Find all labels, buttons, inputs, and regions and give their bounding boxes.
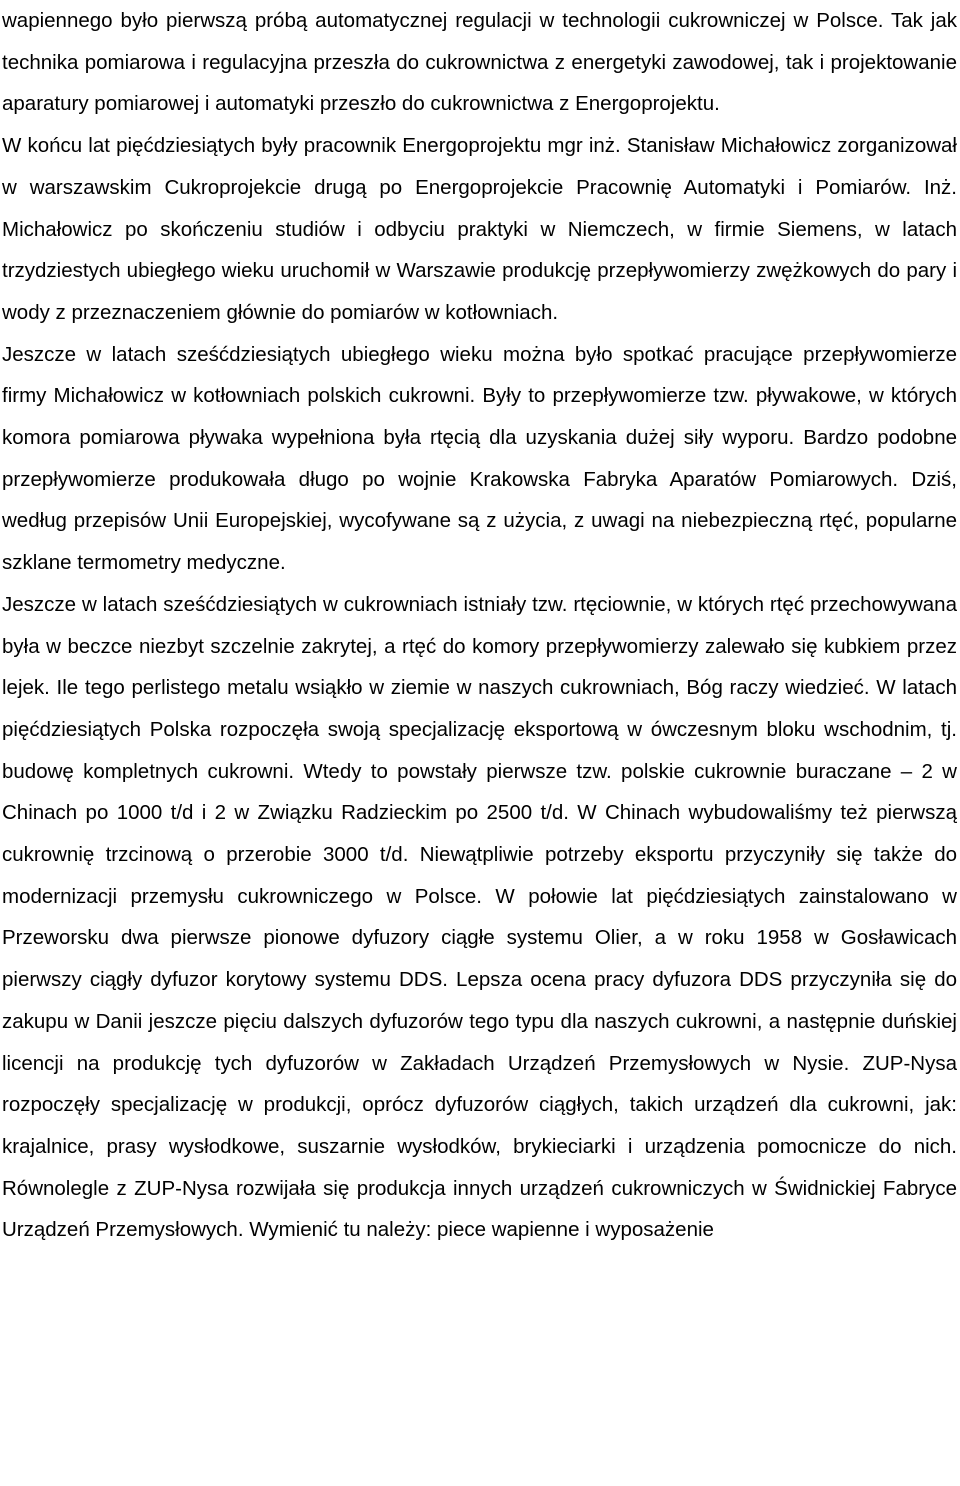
paragraph-michalowicz: W końcu lat pięćdziesiątych były pracownik Energoprojektu mgr inż. Stanisław Michałowicz zorganizował w warszawskim Cukroprojekcie drugą po Energoprojekcie Pracownię Automatyki i Pomiarów. Inż. Michałowicz po skończeniu studiów i odbyciu praktyki w Niemczech, w firmie Siemens, w latach trzydziestych ubiegłego wieku uruchomił w Warszawie produkcję przepływomierzy zwężkowych do pary i wody z przeznaczeniem głównie do pomiarów w kotłowniach. [2,134,957,324]
document-body [2,0,957,1251]
paragraph-flowmeters: Jeszcze w latach sześćdziesiątych ubiegłego wieku można było spotkać pracujące przepływomierze firmy Michałowicz w kotłowniach polskich cukrowni. Były to przepływomierze tzw. pływakowe, w których komora pomiarowa pływaka wypełniona była rtęcią dla uzyskania dużej siły wyporu. Bardzo podobne przepływomierze produkowała długo po wojnie Krakowska Fabryka Aparatów Pomiarowych. Dziś, według przepisów Unii Europejskiej, wycofywane są z użycia, z uwagi na niebezpieczną rtęć, popularne szklane termometry medyczne. [2,342,957,575]
paragraph-continuation: wapiennego było pierwszą próbą automatycznej regulacji w technologii cukrowniczej w Polsce. Tak jak technika pomiarowa i regulacyjna przeszła do cukrownictwa z energetyki zawodowej, tak i projektowanie aparatury pomiarowej i automatyki przeszło do cukrownictwa z Energoprojektu. [2,9,957,116]
paragraph-mercury-and-export: Jeszcze w latach sześćdziesiątych w cukrowniach istniały tzw. rtęciownie, w których rtęć przechowywana była w beczce niezbyt szczelnie zakrytej, a rtęć do komory przepływomierzy zalewało się kubkiem przez lejek. Ile tego perlistego metalu wsiąkło w ziemie w naszych cukrowniach, Bóg raczy wiedzieć. W latach pięćdziesiątych Polska rozpoczęła swoją specjalizację eksportową w ówczesnym bloku wschodnim, tj. budowę kompletnych cukrowni. Wtedy to powstały pierwsze tzw. polskie cukrownie buraczane – 2 w Chinach po 1000 t/d i 2 w Związku Radzieckim po 2500 t/d. W Chinach wybudowaliśmy też pierwszą cukrownię trzcinową o przerobie 3000 t/d. Niewątpliwie potrzeby eksportu przyczyniły się także do modernizacji przemysłu cukrowniczego w Polsce. W połowie lat pięćdziesiątych zainstalowano w Przeworsku dwa pierwsze pionowe dyfuzory ciągłe systemu Olier, a w roku 1958 w Gosławicach pierwszy ciągły dyfuzor korytowy systemu DDS. Lepsza ocena pracy dyfuzora DDS przyczyniła się do zakupu w Danii jeszcze pięciu dalszych dyfuzorów tego typu dla naszych cukrowni, a następnie duńskiej licencji na produkcję tych dyfuzorów w Zakładach Urządzeń Przemysłowych w Nysie. ZUP-Nysa rozpoczęły specjalizację w produkcji, oprócz dyfuzorów ciągłych, takich urządzeń dla cukrowni, jak: krajalnice, prasy wysłodkowe, suszarnie wysłodków, brykieciarki i urządzenia pomocnicze do nich. Równolegle z ZUP-Nysa rozwijała się produkcja innych urządzeń cukrowniczych w Świdnickiej Fabryce Urządzeń Przemysłowych. Wymienić tu należy: piece wapienne i wyposażenie [2,592,957,1242]
